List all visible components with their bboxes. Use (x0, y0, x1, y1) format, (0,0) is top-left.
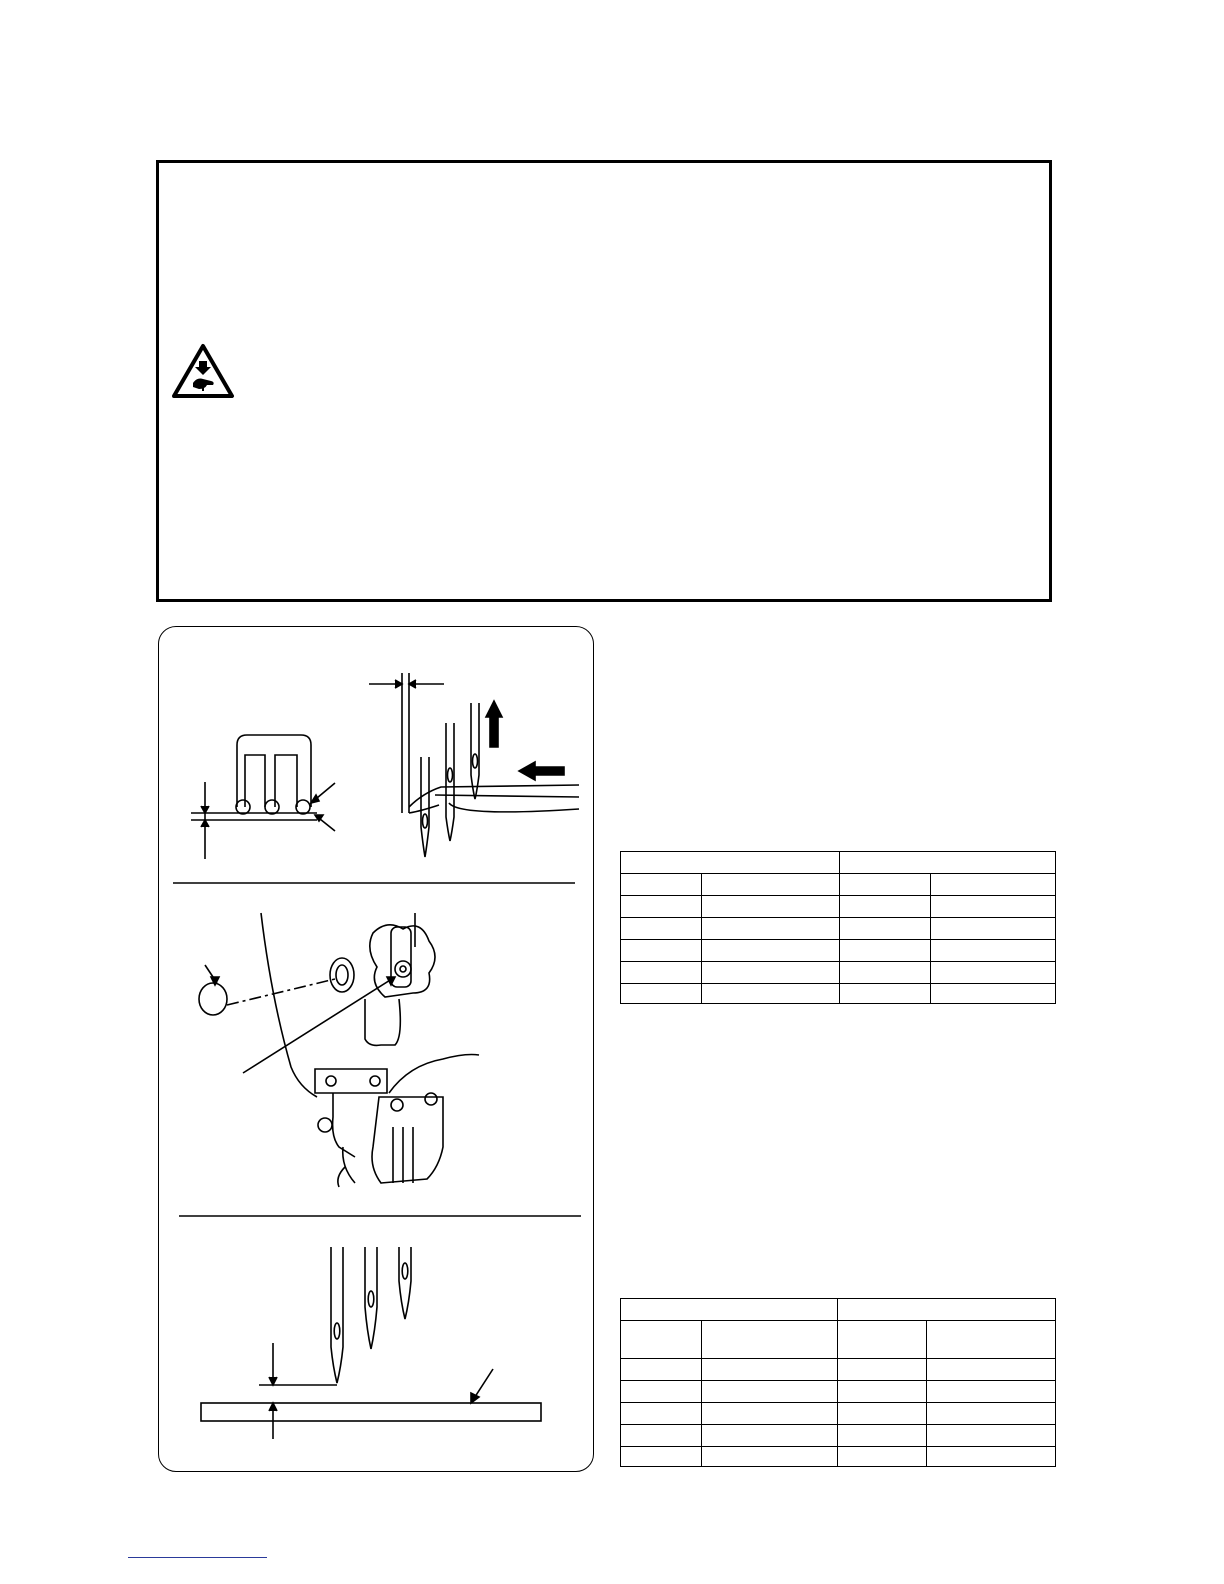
needle-bar-adjust-diagram (199, 913, 479, 1187)
spec-table-1 (620, 851, 1056, 1004)
figure-illustrations (159, 627, 595, 1473)
needle-clamp-diagram (191, 735, 335, 859)
footer-rule (128, 1557, 267, 1558)
needle-height-diagram (201, 1247, 541, 1439)
figure-panel (158, 626, 594, 1472)
spec-table-2 (620, 1298, 1056, 1467)
hand-crush-warning-icon (171, 343, 235, 399)
warning-box (156, 160, 1052, 602)
needle-rise-diagram (369, 673, 579, 857)
